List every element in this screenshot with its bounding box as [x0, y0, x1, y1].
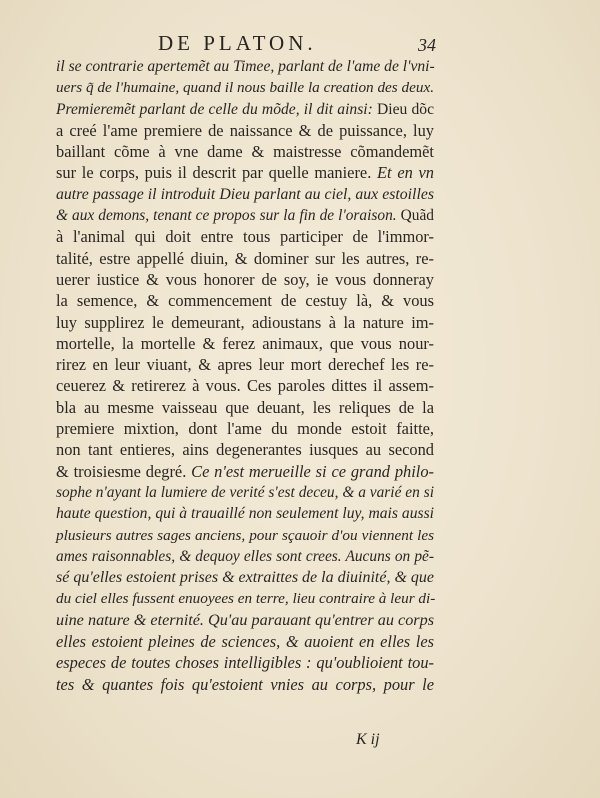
- text-line: [56, 652, 434, 673]
- text-line: [56, 674, 434, 695]
- text-segment: Premieremẽt parlant de celle du mõde, il dit ainsi:: [56, 100, 373, 118]
- body-text: [56, 56, 434, 695]
- text-line: [56, 226, 434, 247]
- text-line: [56, 333, 434, 354]
- text-segment: uers q̃ de l'humaine, quand il nous baille la creation des deux.: [56, 79, 434, 97]
- text-line: [56, 120, 434, 141]
- text-segment: non tant entieres, ains degenerantes iusques au second: [56, 440, 434, 460]
- text-segment: talité, estre appellé diuin, & dominer sur les autres, re-: [56, 248, 434, 268]
- text-segment: uerer iustice & vous honorer de soy, ie vous donneray: [56, 269, 434, 289]
- text-line: [56, 269, 434, 290]
- text-segment: Ce n'est merueille si ce grand philo-: [191, 461, 434, 481]
- text-line: [56, 354, 434, 375]
- text-line: [56, 631, 434, 652]
- text-line: [56, 567, 434, 588]
- text-segment: especes de toutes choses intelligibles : qu'oublioient tou-: [56, 653, 434, 673]
- text-line: [56, 546, 434, 567]
- signature-mark: K ij: [356, 731, 380, 748]
- text-line: [56, 610, 434, 631]
- text-segment: haute question, qui à trauaillé non seulement luy, mais aussi: [56, 505, 434, 523]
- text-segment: & troisiesme degré.: [56, 461, 192, 481]
- text-line: [56, 503, 434, 524]
- text-segment: Dieu dõc: [372, 100, 434, 118]
- text-segment: la semence, & commencement de cestuy là, & vous: [56, 291, 434, 311]
- text-segment: Quãd: [396, 207, 434, 225]
- text-line: [56, 375, 434, 396]
- text-segment: luy supplirez le demeurant, adioustans à la nature im-: [56, 312, 434, 332]
- text-segment: ceuerez & retirerez à vous. Ces paroles dittes il assem-: [56, 376, 434, 396]
- text-line: [56, 397, 434, 418]
- text-segment: Et en vn: [377, 163, 435, 183]
- text-segment: autre passage il introduit Dieu parlant au ciel, aux estoilles: [56, 185, 434, 203]
- text-line: [56, 418, 434, 439]
- text-segment: sé qu'elles estoient prises & extraittes de la diuinité, & que: [56, 569, 435, 587]
- text-segment: plusieurs autres sages anciens, pour sçauoir d'ou viennent les: [56, 526, 434, 544]
- text-segment: rirez en leur viuant, & apres leur mort derechef les re-: [56, 355, 434, 375]
- text-segment: sophe n'ayant la lumiere de verité s'est deceu, & a varié en si: [56, 483, 434, 501]
- page-number: 34: [418, 35, 436, 55]
- text-line: [56, 439, 434, 460]
- text-line: [56, 482, 434, 503]
- text-line: [56, 525, 434, 546]
- text-line: [56, 162, 434, 183]
- text-segment: il se contrarie apertemẽt au Timee, parlant de l'ame de l'vni-: [56, 58, 435, 75]
- text-line: [56, 248, 434, 269]
- text-segment: du ciel elles fussent enuoyees en terre, lieu contraire à leur di-: [56, 590, 436, 608]
- running-title: DE PLATON.: [158, 31, 317, 55]
- text-segment: à l'animal qui doit entre tous participer de l'immor-: [56, 227, 434, 247]
- text-line: [56, 461, 434, 482]
- page-header: [0, 30, 600, 56]
- text-line: [56, 56, 434, 77]
- text-line: [56, 588, 434, 609]
- text-segment: ames raisonnables, & dequoy elles sont crees. Aucuns on pẽ-: [56, 547, 434, 565]
- text-line: [56, 141, 434, 162]
- text-segment: premiere mixtion, dont l'ame du monde estoit faitte,: [56, 419, 434, 439]
- text-segment: bla au mesme vaisseau que deuant, les reliques de la: [56, 397, 434, 417]
- text-segment: elles estoient pleines de sciences, & auoient en elles les: [56, 632, 434, 652]
- text-segment: mortelle, la mortelle & ferez animaux, que vous nour-: [56, 333, 434, 353]
- text-segment: & aux demons, tenant ce propos sur la fin de l'oraison.: [56, 207, 397, 225]
- text-line: [56, 290, 434, 311]
- text-segment: baillant cõme à vne dame & maistresse cõmandemẽt: [56, 142, 434, 162]
- text-line: [56, 312, 434, 333]
- text-segment: sur le corps, puis il descrit par quelle maniere.: [56, 163, 378, 183]
- text-segment: a creé l'ame premiere de naissance & de puissance, luy: [56, 120, 434, 140]
- text-line: [56, 184, 434, 205]
- text-segment: uine nature & eternité. Qu'au parauant qu'entrer au corps: [56, 610, 434, 629]
- text-line: [56, 77, 434, 98]
- text-line: [56, 99, 434, 120]
- text-line: [56, 205, 434, 226]
- text-segment: tes & quantes fois qu'estoient vnies au corps, pour le: [56, 674, 434, 694]
